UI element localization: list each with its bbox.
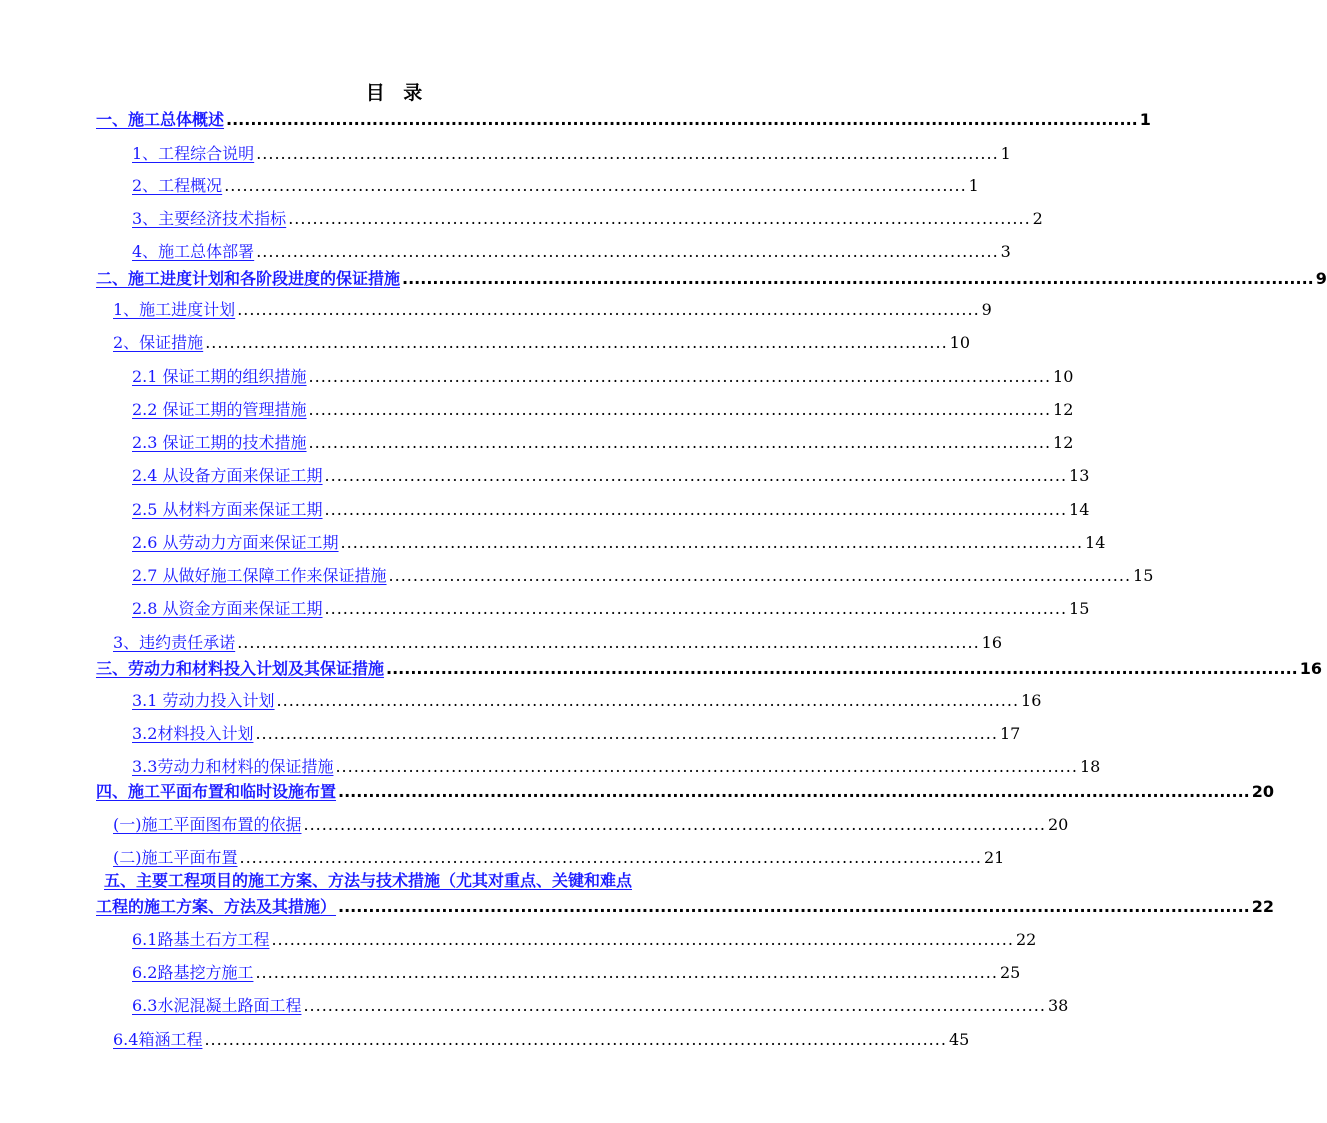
toc-entry-page: 18	[1079, 757, 1101, 776]
toc-entry-page: 16	[1299, 659, 1322, 678]
toc-entry-page: 16	[1021, 691, 1042, 710]
toc-entry-page: 22	[1015, 930, 1037, 949]
toc-entry[interactable]: 2.4 从设备方面来保证工期 .......................................................................................................................... 13	[132, 466, 1090, 485]
toc-entry-page: 13	[1069, 466, 1090, 485]
toc-entry[interactable]: 二、施工进度计划和各阶段进度的保证措施 ...................................................................................................................................................... 9	[96, 269, 1327, 288]
toc-entry[interactable]: 2.2 保证工期的管理措施 .......................................................................................................................... 12	[132, 400, 1074, 419]
toc-entry[interactable]: 6.2路基挖方施工 .......................................................................................................................... 25	[132, 963, 1021, 982]
toc-entry-label[interactable]: 3.1 劳动力投入计划	[132, 691, 275, 710]
toc-entry[interactable]: 1、工程综合说明 .......................................................................................................................... 1	[132, 144, 1011, 163]
toc-entry[interactable]: 一、施工总体概述 ...................................................................................................................................................... 1	[96, 110, 1151, 129]
toc-entry-page: 16	[981, 633, 1003, 652]
toc-entry-page: 14	[1085, 533, 1106, 552]
toc-entry-label[interactable]: (二)施工平面布置	[113, 848, 238, 867]
toc-entry-page: 2	[1032, 209, 1043, 228]
toc-entry-label[interactable]: 一、施工总体概述	[96, 110, 225, 129]
toc-entry-label[interactable]: 工程的施工方案、方法及其措施）	[96, 897, 337, 916]
toc-title: 目 录	[365, 82, 429, 104]
toc-entry[interactable]: 2.6 从劳动力方面来保证工期 .......................................................................................................................... 14	[132, 533, 1106, 552]
toc-entry-page: 15	[1133, 566, 1154, 585]
toc-entry-page: 14	[1069, 500, 1090, 519]
toc-entry[interactable]: 2.8 从资金方面来保证工期 .......................................................................................................................... 15	[132, 599, 1090, 618]
toc-entry[interactable]: 3.3劳动力和材料的保证措施 .......................................................................................................................... 18	[132, 757, 1101, 776]
toc-entry[interactable]: 2.3 保证工期的技术措施 .......................................................................................................................... 12	[132, 433, 1074, 452]
toc-entry-label[interactable]: (一)施工平面图布置的依据	[113, 815, 302, 834]
toc-entry[interactable]: 6.1路基土石方工程 .......................................................................................................................... 22	[132, 930, 1037, 949]
toc-entry[interactable]: 6.3水泥混凝土路面工程 .......................................................................................................................... 38	[132, 996, 1069, 1015]
toc-entry-page: 15	[1069, 599, 1090, 618]
toc-entry[interactable]: (一)施工平面图布置的依据 .......................................................................................................................... 20	[113, 815, 1069, 834]
toc-entry-page: 9	[981, 300, 992, 319]
toc-entry[interactable]: 1、施工进度计划 .......................................................................................................................... 9	[113, 300, 992, 319]
toc-entry[interactable]: 4、施工总体部署 .......................................................................................................................... 3	[132, 242, 1011, 261]
toc-entry[interactable]: 2.1 保证工期的组织措施 .......................................................................................................................... 10	[132, 367, 1074, 386]
toc-entry-page: 25	[999, 963, 1021, 982]
toc-entry-page: 9	[1315, 269, 1327, 288]
toc-entry-label[interactable]: 四、施工平面布置和临时设施布置	[96, 782, 337, 801]
toc-entry-label[interactable]: 4、施工总体部署	[132, 242, 255, 261]
toc-entry-label[interactable]: 2.8 从资金方面来保证工期	[132, 599, 323, 618]
toc-entry[interactable]: 3.2材料投入计划 .......................................................................................................................... 17	[132, 724, 1021, 743]
toc-entry-label[interactable]: 1、施工进度计划	[113, 300, 236, 319]
toc-entry-page: 3	[1000, 242, 1011, 261]
toc-entry-page: 20	[1251, 782, 1274, 801]
toc-entry-label[interactable]: 2、工程概况	[132, 176, 223, 195]
toc-entry[interactable]: 3.1 劳动力投入计划 .......................................................................................................................... 16	[132, 691, 1042, 710]
toc-entry-page: 22	[1251, 897, 1274, 916]
toc-entry[interactable]: 6.4箱涵工程 .......................................................................................................................... 45	[113, 1030, 970, 1049]
toc-entry-label[interactable]: 2.7 从做好施工保障工作来保证措施	[132, 566, 387, 585]
toc-entry-label[interactable]: 6.3水泥混凝土路面工程	[132, 996, 302, 1015]
toc-entry[interactable]: 2.5 从材料方面来保证工期 .......................................................................................................................... 14	[132, 500, 1090, 519]
toc-entry-label[interactable]: 3、违约责任承诺	[113, 633, 236, 652]
toc-entry-label[interactable]: 6.1路基土石方工程	[132, 930, 270, 949]
toc-entry[interactable]: 2.7 从做好施工保障工作来保证措施 .......................................................................................................................... 15	[132, 566, 1154, 585]
toc-entry-page: 1	[1139, 110, 1151, 129]
toc-entry-label[interactable]: 2、保证措施	[113, 333, 204, 352]
toc-entry-label[interactable]: 2.2 保证工期的管理措施	[132, 400, 307, 419]
toc-entry-label-line1[interactable]: 五、主要工程项目的施工方案、方法与技术措施（尤其对重点、关键和难点	[104, 871, 633, 890]
toc-entry-page: 38	[1047, 996, 1069, 1015]
toc-entry-label[interactable]: 2.1 保证工期的组织措施	[132, 367, 307, 386]
toc-entry[interactable]: 工程的施工方案、方法及其措施） ...................................................................................................................................................... 22	[96, 897, 1274, 916]
toc-entry-label[interactable]: 2.5 从材料方面来保证工期	[132, 500, 323, 519]
toc-entry[interactable]: 2、保证措施 .......................................................................................................................... 10	[113, 333, 971, 352]
toc-entry[interactable]: 三、劳动力和材料投入计划及其保证措施 ...................................................................................................................................................... 16	[96, 659, 1322, 678]
toc-entry[interactable]: 2、工程概况 .......................................................................................................................... 1	[132, 176, 979, 195]
toc-entry-label[interactable]: 6.4箱涵工程	[113, 1030, 203, 1049]
toc-entry-label[interactable]: 2.6 从劳动力方面来保证工期	[132, 533, 339, 552]
toc-entry-page: 12	[1053, 400, 1074, 419]
toc-entry-page: 10	[1053, 367, 1074, 386]
toc-entry-label[interactable]: 3、主要经济技术指标	[132, 209, 287, 228]
toc-entry[interactable]: 3、主要经济技术指标 .......................................................................................................................... 2	[132, 209, 1043, 228]
toc-entry-label[interactable]: 三、劳动力和材料投入计划及其保证措施	[96, 659, 385, 678]
toc-entry-page: 17	[999, 724, 1021, 743]
toc-entry-page: 20	[1047, 815, 1069, 834]
toc-entry-label[interactable]: 二、施工进度计划和各阶段进度的保证措施	[96, 269, 401, 288]
toc-entry-label[interactable]: 3.3劳动力和材料的保证措施	[132, 757, 334, 776]
toc-entry-page: 10	[949, 333, 971, 352]
toc-entry-label[interactable]: 2.3 保证工期的技术措施	[132, 433, 307, 452]
toc-entry-page: 12	[1053, 433, 1074, 452]
toc-entry-page: 45	[948, 1030, 970, 1049]
toc-entry-page: 21	[983, 848, 1005, 867]
toc-entry-label[interactable]: 2.4 从设备方面来保证工期	[132, 466, 323, 485]
toc-entry[interactable]: 3、违约责任承诺 .......................................................................................................................... 16	[113, 633, 1003, 652]
toc-entry-page: 1	[1000, 144, 1011, 163]
toc-entry[interactable]: (二)施工平面布置 .......................................................................................................................... 21	[113, 848, 1005, 867]
toc-entry[interactable]: 四、施工平面布置和临时设施布置 ...................................................................................................................................................... 20	[96, 782, 1274, 801]
toc-entry-label[interactable]: 6.2路基挖方施工	[132, 963, 254, 982]
toc-entry-label[interactable]: 1、工程综合说明	[132, 144, 255, 163]
toc-entry-page: 1	[968, 176, 979, 195]
toc-entry-label[interactable]: 3.2材料投入计划	[132, 724, 254, 743]
